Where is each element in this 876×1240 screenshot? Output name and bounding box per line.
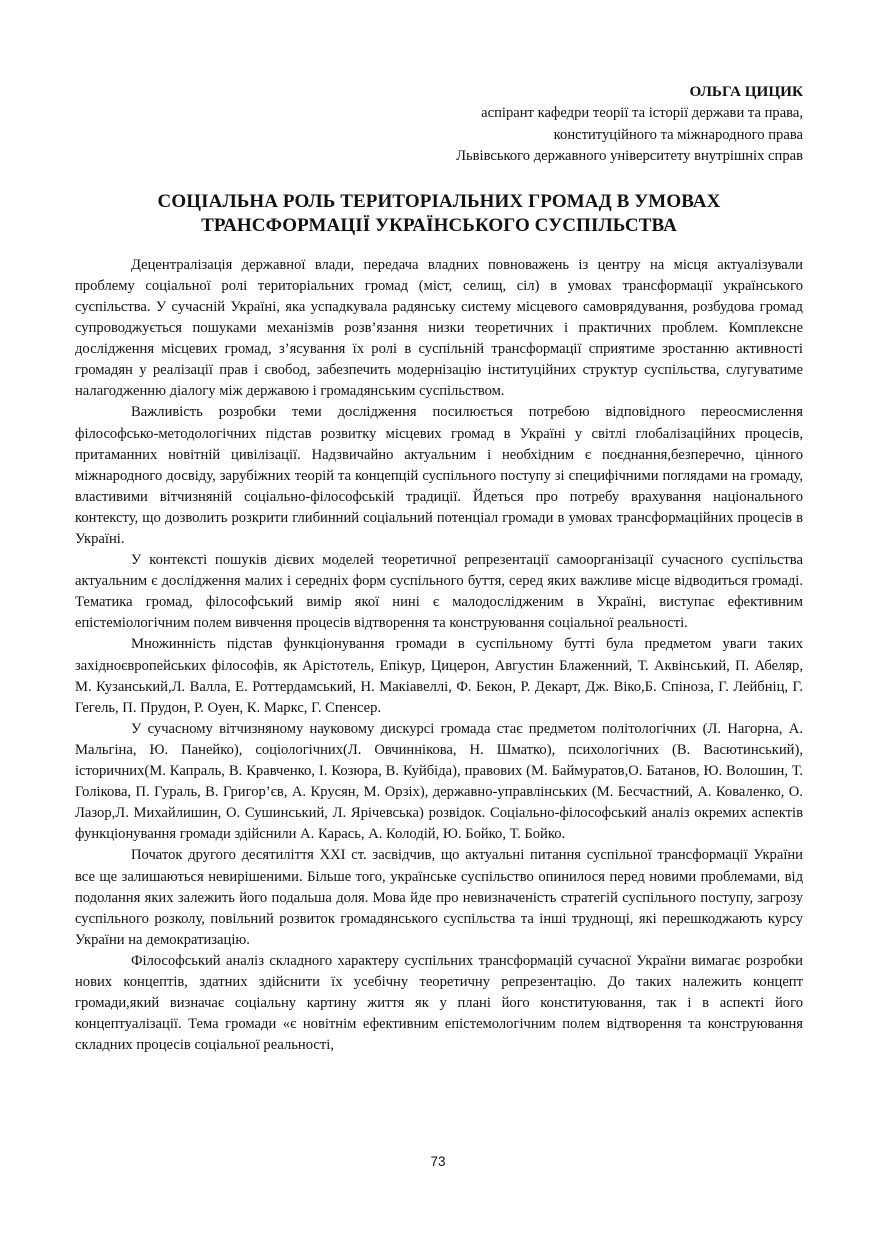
article-title: [75, 190, 803, 238]
body-paragraph: Початок другого десятиліття ХХІ ст. засвідчив, що актуальні питання суспільної трансформації України все ще залишаються невирішеними. Більше того, українське суспільство опинилося перед новими проблемами, від подолання яких залежить його подальша доля. Мова йде про невизначеність стратегій суспільного поступу, загрозу суспільного розколу, повільний розвиток громадянського суспільства та інші труднощі, які перешкоджають курсу України на демократизацію.: [75, 847, 803, 948]
author-affiliation-line: Львівського державного університету внутрішніх справ: [456, 148, 803, 165]
article-body: [75, 255, 803, 1057]
body-paragraph: У сучасному вітчизняному науковому дискурсі громада стає предметом політологічних (Л. Нагорна, А. Мальгіна, Ю. Панейко), соціологічних(Л. Овчиннікова, Н. Шматко), психологічних (В. Васютинський), історичних(М. Капраль, В. Кравченко, І. Козюра, В. Куйбіда), правових (М. Баймуратов,О. Батанов, Ю. Волошин, Т. Голікова, П. Гураль, В. Григор’єв, А. Крусян, М. Орзіх), державно-управлінських (М. Бесчастний, А. Коваленко, О. Лазор,Л. Михайлишин, О. Сушинський, Л. Ярічевська) розвідок. Соціально-філософський аналіз окремих аспектів функціонування громади здійснили А. Карась, А. Колодій, Ю. Бойко, Т. Бойко.: [75, 720, 803, 843]
page-number: 73: [430, 1154, 446, 1169]
document-page: [75, 80, 803, 1056]
author-name: ОЛЬГА ЦИЦИК: [689, 83, 803, 100]
body-paragraph: Філософський аналіз складного характеру суспільних трансформацій сучасної України вимагає розробки нових концептів, здатних здійснити їх усебічну теоретичну репрезентацію. До таких належить концепт громади,який визначає соціальну картину життя як у плані його конституювання, так і в аспекті його концептуалізації. Тема громади «є новітнім ефективним епістемологічним полем відтворення та конструювання складних процесів соціальної реальності,: [75, 952, 803, 1054]
article-title-line: СОЦІАЛЬНА РОЛЬ ТЕРИТОРІАЛЬНИХ ГРОМАД В УМОВАХ: [157, 190, 721, 212]
body-paragraph: У контексті пошуків дієвих моделей теоретичної репрезентації самоорганізації сучасного суспільства актуальним є дослідження малих і середніх форм суспільного буття, серед яких важливе місце відводиться громаді. Тематика громад, філософський вимір якої нині є малодослідженим в Україні, виступає ефективним епістеміологічним полем вивчення процесів відтворення та конструювання соціальної реальності.: [75, 552, 803, 632]
body-paragraph: Важливість розробки теми дослідження посилюється потребою відповідного переосмислення філософсько-методологічних підстав розвитку місцевих громад в Україні у світлі глобалізаційних процесів, притаманних новітній цивілізації. Надзвичайно актуальним і необхідним є поєднання,безперечно, цінного міжнародного досвіду, зарубіжних теорій та концепцій суспільного поступу зі специфічними поглядами на громаду, властивими вітчизняній соціально-філософській традиції. Йдеться про потребу врахування національного контексту, що дозволить розкрити глибинний соціальний потенціал громади в умовах трансформаційних процесів в Україні.: [75, 404, 803, 547]
article-title-line: ТРАНСФОРМАЦІЇ УКРАЇНСЬКОГО СУСПІЛЬСТВА: [201, 214, 677, 236]
body-paragraph: Децентралізація державної влади, передача владних повноважень із центру на місця актуалізували проблему соціальної ролі територіальних громад (міст, селищ, сіл) в умовах трансформації українського суспільства. У сучасній Україні, яка успадкувала радянську систему місцевого самоврядування, розбудова громад супроводжується пошуками механізмів розв’язання низки теоретичних і практичних проблем. Комплексне дослідження місцевих громад, з’ясування їх ролі в суспільній трансформації сприятиме зростанню активності громадян у реалізації прав і свобод, забезпечить модернізацію інституційних структур суспільства, слугуватиме налагодженню діалогу між державою і громадянським суспільством.: [75, 256, 803, 400]
author-block: [75, 81, 803, 168]
author-affiliation-line: конституційного та міжнародного права: [553, 126, 803, 143]
body-paragraph: Множинність підстав функціонування громади в суспільному бутті була предметом уваги таких західноєвропейських філософів, як Арістотель, Епікур, Цицерон, Августин Блаженний, Т. Аквінський, П. Абеляр, М. Кузанський,Л. Валла, Е. Роттердамський, Н. Макіавеллі, Ф. Бекон, Р. Декарт, Дж. Віко,Б. Спіноза, Г. Лейбніц, Г. Гегель, П. Прудон, Р. Оуен, К. Маркс, Г. Спенсер.: [75, 636, 803, 716]
author-affiliation-line: аспірант кафедри теорії та історії держави та права,: [481, 105, 803, 121]
